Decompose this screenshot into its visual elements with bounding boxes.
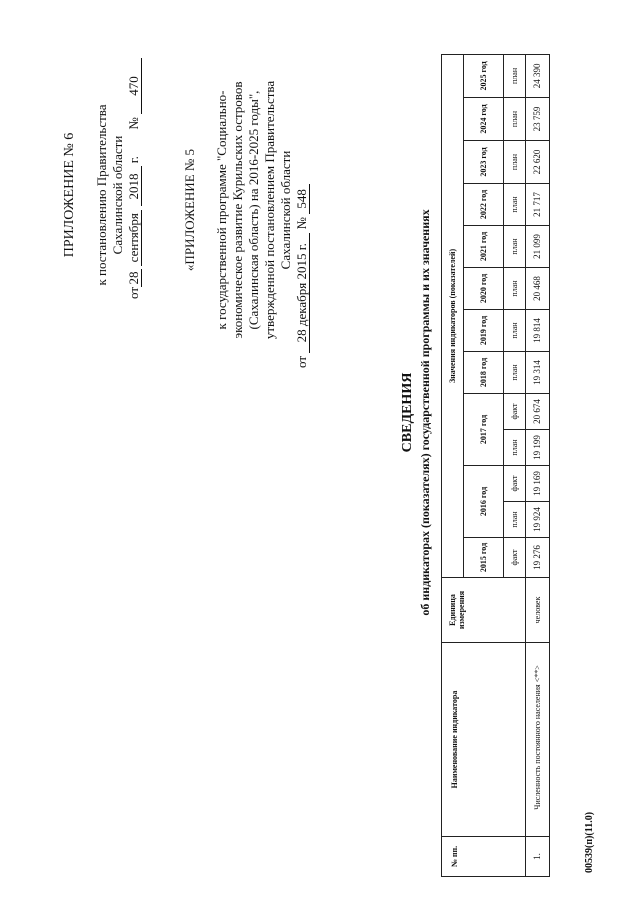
cell-2019: 19 814 (526, 310, 550, 352)
table-row (526, 54, 550, 876)
row-num: 1. (526, 837, 550, 877)
appendix-old-num-sign: № (294, 217, 309, 230)
appendix-old-date-prefix: от (294, 355, 309, 368)
header-year-2015: 2015 год (464, 538, 504, 578)
appendix-old-line3: (Сахалинская область) на 2016-2025 годы", (246, 90, 261, 330)
appendix-new-num-sign: № (126, 117, 141, 130)
sub-2019-plan: план (504, 310, 526, 352)
indicators-table (441, 54, 550, 877)
sub-2021-plan: план (504, 226, 526, 268)
header-year-2018: 2018 год (464, 352, 504, 394)
header-year-2023: 2023 год (464, 141, 504, 184)
appendix-new-year-suffix: г. (126, 156, 141, 164)
cell-2022: 21 717 (526, 184, 550, 226)
row-unit: человек (526, 578, 550, 643)
cell-2025: 24 390 (526, 54, 550, 97)
sub-2017-fact: факт (504, 394, 526, 430)
appendix-new-date-line (126, 45, 142, 345)
appendix-new-line2: Сахалинской области (110, 135, 125, 255)
header-year-2019: 2019 год (464, 310, 504, 352)
appendix-new-number: 470 (127, 58, 142, 114)
appendix-old-date: 28 декабря 2015 г. (295, 233, 310, 353)
header-unit: Единица измерения (442, 578, 526, 643)
sub-2018-plan: план (504, 352, 526, 394)
header-name: Наименование индикатора (442, 643, 526, 837)
cell-2015-fact: 19 276 (526, 538, 550, 578)
sub-2024-plan: план (504, 98, 526, 141)
cell-2024: 23 759 (526, 98, 550, 141)
header-year-2017: 2017 год (464, 394, 504, 466)
cell-2017-plan: 19 199 (526, 430, 550, 466)
header-year-2021: 2021 год (464, 226, 504, 268)
sub-2016-fact: факт (504, 466, 526, 502)
sub-2023-plan: план (504, 141, 526, 184)
header-year-2020: 2020 год (464, 268, 504, 310)
cell-2016-fact: 19 169 (526, 466, 550, 502)
appendix-new-day: 28 (127, 269, 142, 287)
cell-2020: 20 468 (526, 268, 550, 310)
appendix-old-date-line (294, 40, 310, 380)
appendix-old-number: 548 (295, 184, 310, 214)
header-year-2024: 2024 год (464, 98, 504, 141)
appendix-new-year: 2018 (127, 166, 142, 206)
header-year-2016: 2016 год (464, 466, 504, 538)
header-year-2022: 2022 год (464, 184, 504, 226)
doc-subheading: об индикаторах (показателях) государственной программы и их значениях (418, 209, 432, 616)
cell-2016-plan: 19 924 (526, 502, 550, 538)
appendix-new-block (62, 45, 142, 345)
sub-2020-plan: план (504, 268, 526, 310)
appendix-new-line1: к постановлению Правительства (94, 104, 109, 286)
appendix-new-month: сентября (127, 210, 142, 266)
appendix-new-title: ПРИЛОЖЕНИЕ № 6 (62, 132, 77, 258)
cell-2023: 22 620 (526, 141, 550, 184)
header-year-2025: 2025 год (464, 54, 504, 97)
footer-code: 00539(п)(11.0) (584, 811, 595, 873)
cell-2021: 21 099 (526, 226, 550, 268)
cell-2017-fact: 20 674 (526, 394, 550, 430)
header-num: № пп. (442, 837, 526, 877)
appendix-old-block (182, 40, 310, 380)
doc-heading: СВЕДЕНИЯ (400, 372, 415, 453)
row-name: Численность постоянного населения <**> (526, 643, 550, 837)
appendix-old-title: «ПРИЛОЖЕНИЕ № 5 (182, 148, 197, 272)
sub-2015-fact: факт (504, 538, 526, 578)
cell-2018: 19 314 (526, 352, 550, 394)
sub-2022-plan: план (504, 184, 526, 226)
sub-2025-plan: план (504, 54, 526, 97)
appendix-old-line4: утвержденной постановлением Правительства (262, 80, 277, 340)
sub-2017-plan: план (504, 430, 526, 466)
appendix-old-line2: экономическое развитие Курильских островов (230, 81, 245, 339)
appendix-new-date-prefix: от (126, 286, 141, 299)
appendix-old-line1: к государственной программе "Социально- (214, 90, 229, 330)
header-values: Значения индикаторов (показателей) (442, 54, 464, 577)
appendix-old-line5: Сахалинской области (278, 150, 293, 270)
sub-2016-plan: план (504, 502, 526, 538)
